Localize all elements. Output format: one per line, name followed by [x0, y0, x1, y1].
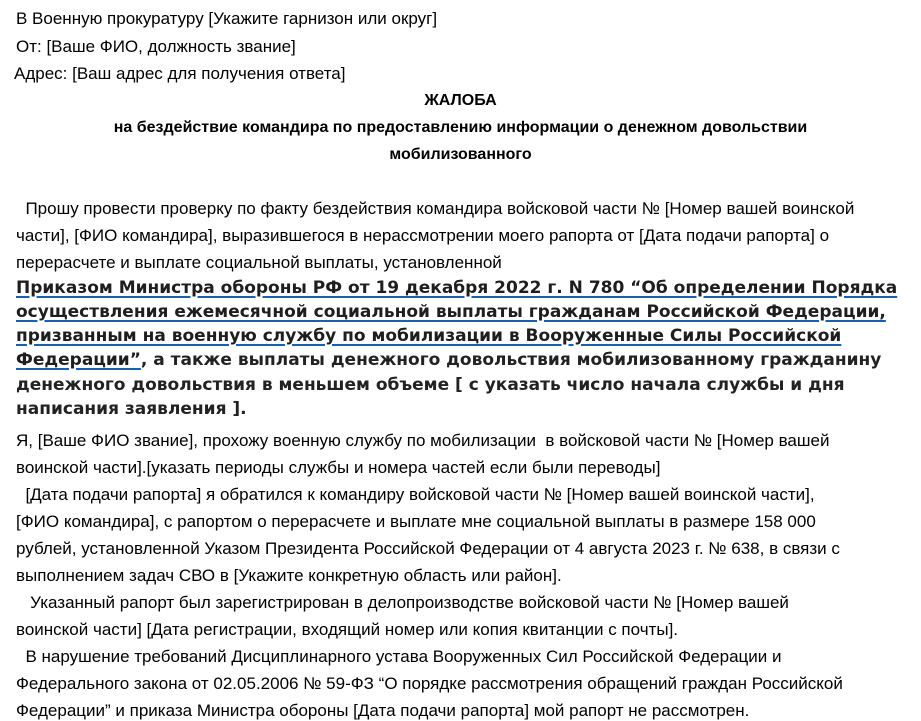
bold-paragraph-line: написания заявления ]. [16, 399, 247, 419]
paragraph-line: Федерации” и приказа Министра обороны [Дата подачи рапорта] мой рапорт не рассмотрен. [16, 701, 750, 720]
header-from: От: [Ваше ФИО, должность звание] [16, 37, 296, 56]
order-tail-text: , а также выплаты денежного довольствия мобилизованному гражданину [140, 350, 882, 370]
document-subtitle-line-1: на бездействие командира по предоставлению информации о денежном довольствии [113, 119, 808, 136]
header-address: Адрес: [Ваш адрес для получения ответа] [14, 64, 346, 83]
order-link[interactable]: Федерации” [16, 350, 141, 370]
document-title: ЖАЛОБА [424, 92, 497, 109]
paragraph-line: В нарушение требований Дисциплинарного устава Вооруженных Сил Российской Федерации и [16, 647, 782, 666]
order-link[interactable]: призванным на военную службу по мобилизации в Вооруженные Силы Российской [16, 326, 842, 346]
paragraph-line: [Дата подачи рапорта] я обратился к командиру войсковой части № [Номер вашей воинской части], [16, 485, 815, 504]
document-subtitle-line-2: мобилизованного [389, 146, 532, 163]
paragraph-line: воинской части] [Дата регистрации, входящий номер или копия квитанции с почты]. [16, 620, 679, 639]
header-to: В Военную прокуратуру [Укажите гарнизон или округ] [16, 9, 438, 28]
order-link[interactable]: осуществления ежемесячной социальной выплаты гражданам Российской Федерации, [16, 302, 886, 322]
paragraph-line: [ФИО командира], с рапортом о перерасчете и выплате мне социальной выплаты в размере 158 000 [16, 512, 816, 531]
paragraph-line: рублей, установленной Указом Президента Российской Федерации от 4 августа 2023 г. № 638, в связи с [16, 539, 840, 558]
order-link[interactable]: Приказом Министра обороны РФ от 19 декабря 2022 г. N 780 “Об определении Порядка [16, 278, 898, 298]
order-link-line[interactable] [16, 302, 886, 322]
paragraph-line: части], [ФИО командира], выразившегося в нерассмотрении моего рапорта от [Дата подачи рапорта] о [16, 226, 830, 245]
bold-paragraph-line: денежного довольствия в меньшем объеме [ с указать число начала службы и дня [16, 375, 845, 395]
order-link-line[interactable] [16, 326, 841, 346]
paragraph-line: Указанный рапорт был зарегистрирован в делопроизводстве войсковой части № [Номер вашей [16, 593, 789, 612]
order-link-line [16, 350, 881, 370]
paragraph-line: выполнением задач СВО в [Укажите конкретную область или район]. [16, 566, 562, 585]
paragraph-line: перерасчете и выплате социальной выплаты, установленной [16, 253, 502, 272]
paragraph-line: Федерального закона от 02.05.2006 № 59-ФЗ “О порядке рассмотрения обращений граждан Российской [16, 674, 843, 693]
paragraph-line: Я, [Ваше ФИО звание], прохожу военную службу по мобилизации в войсковой части № [Номер вашей [16, 431, 830, 450]
paragraph-line: Прошу провести проверку по факту бездействия командира войсковой части № [Номер вашей воинской [16, 199, 855, 218]
order-link-line[interactable] [16, 278, 897, 298]
paragraph-line: воинской части].[указать периоды службы и номера частей если были переводы] [16, 458, 661, 477]
